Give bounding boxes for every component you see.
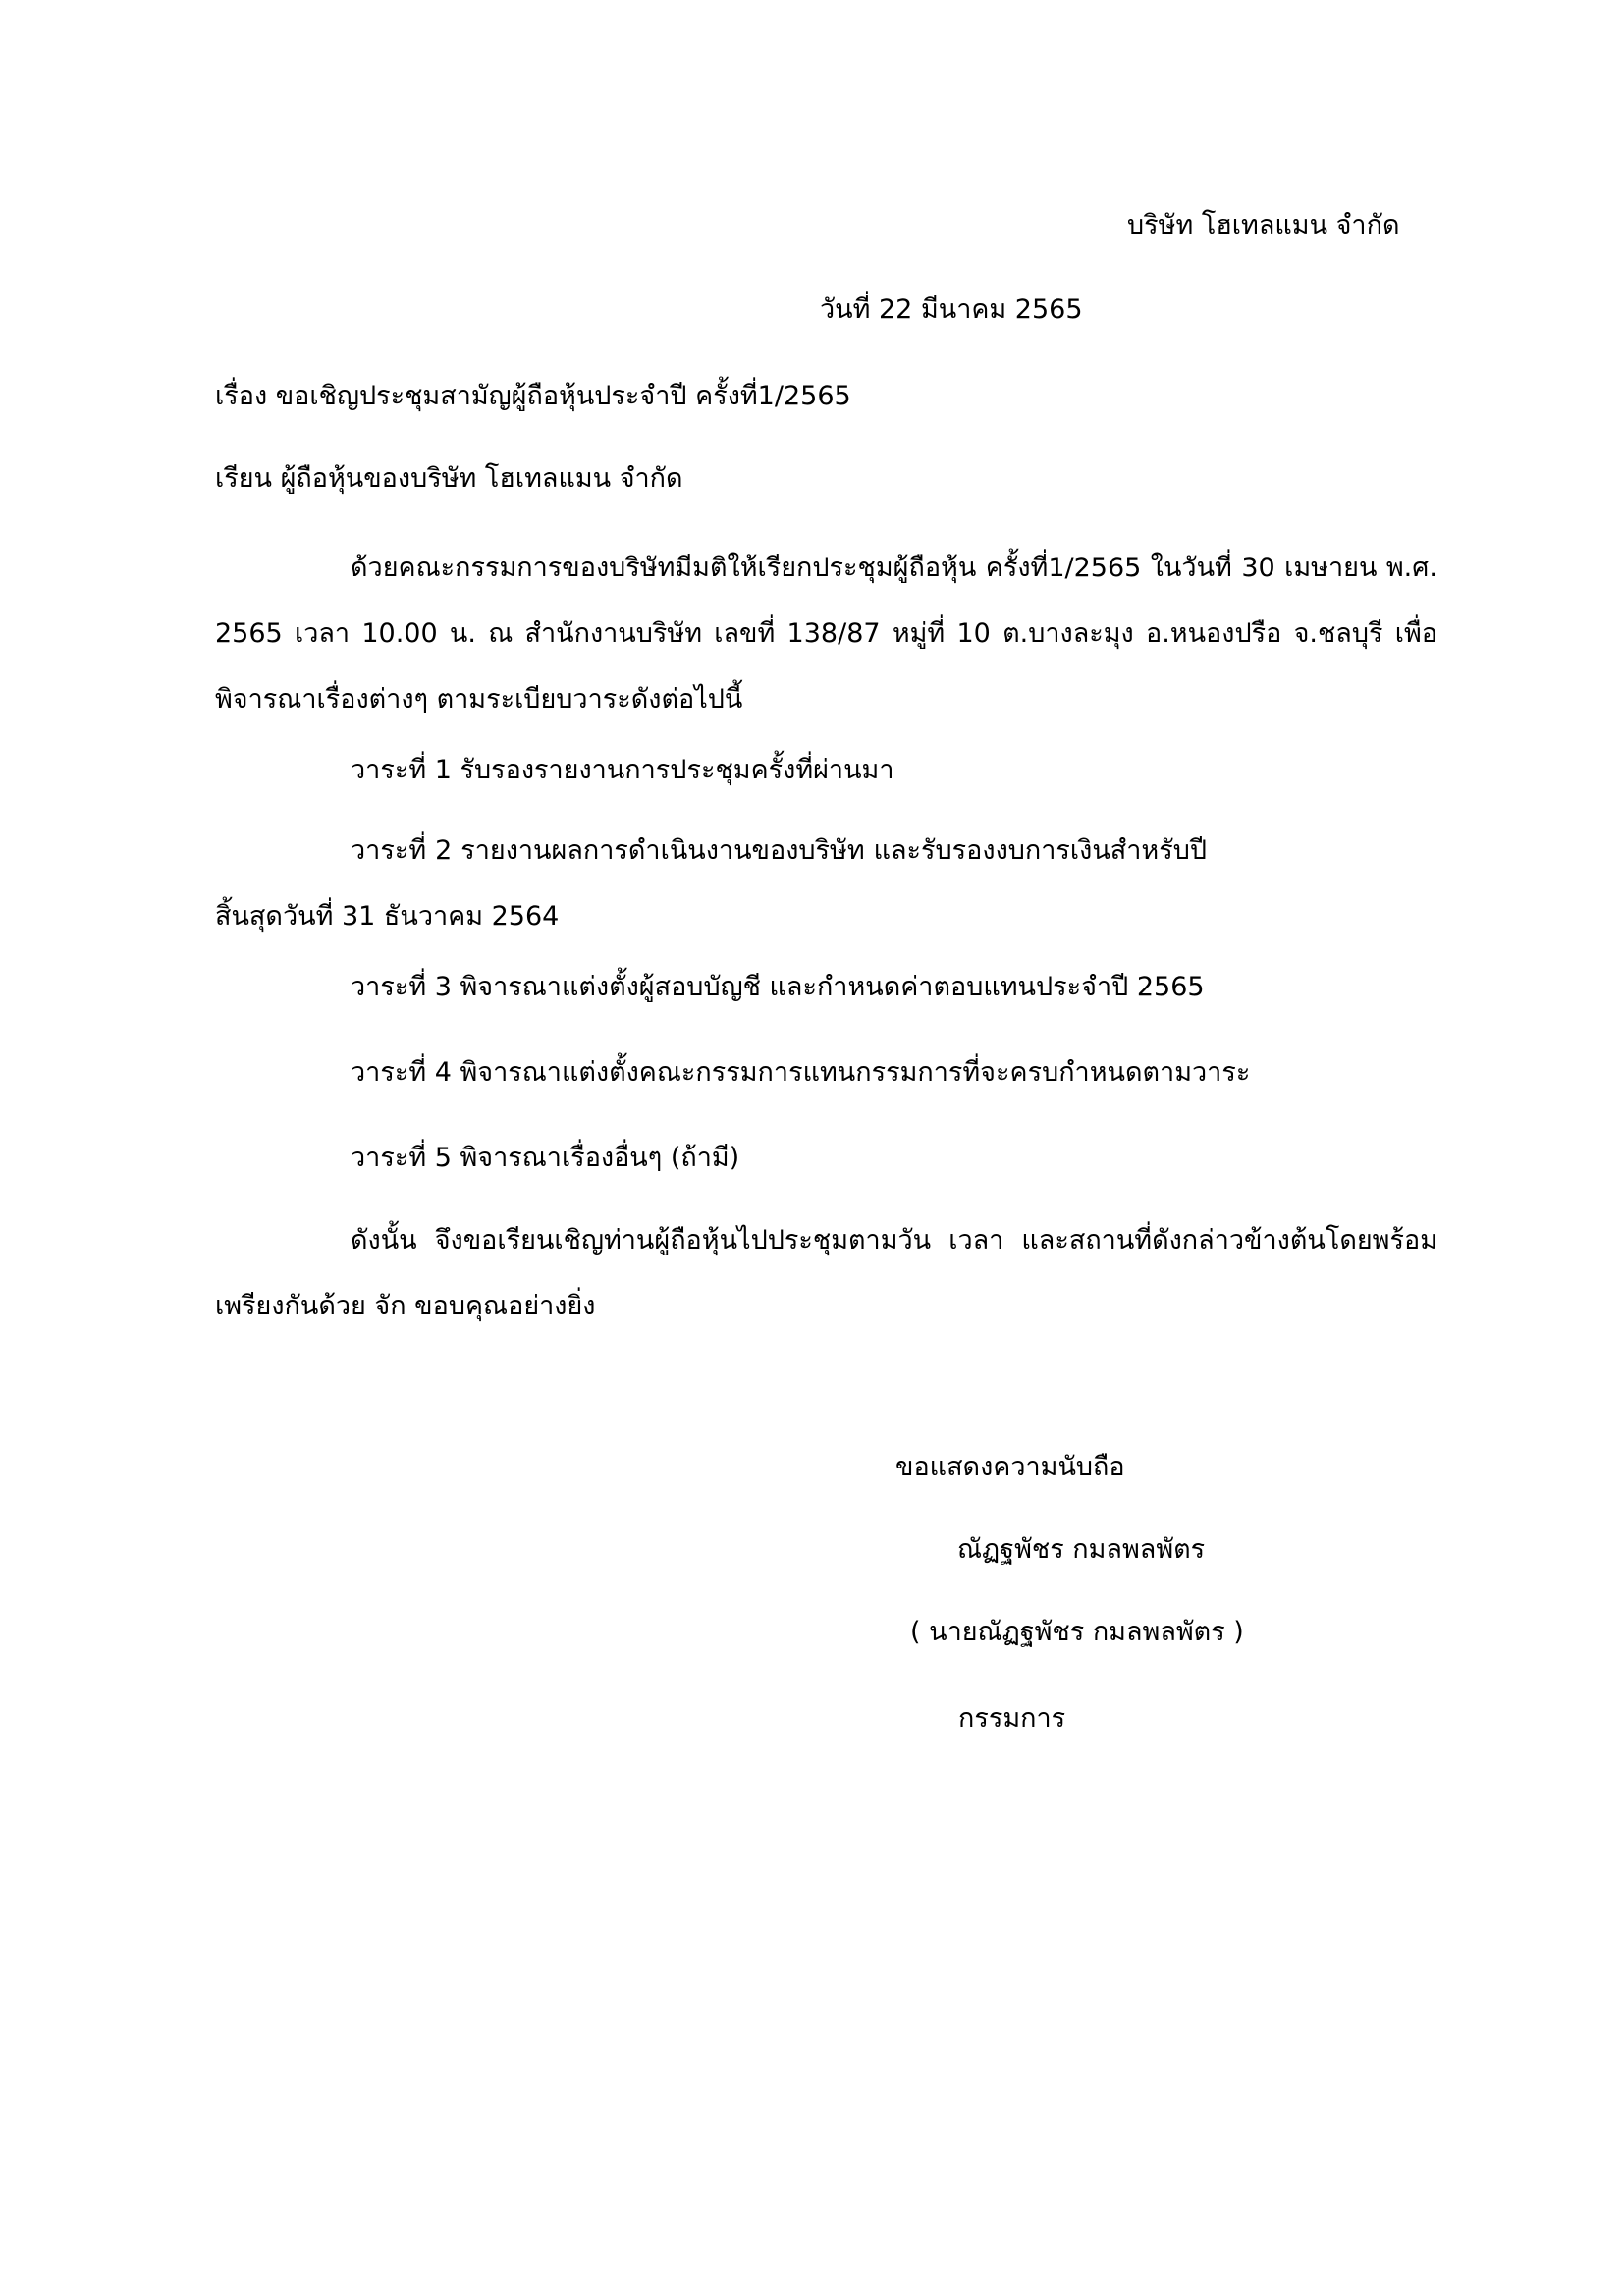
signature-position: กรรมการ: [958, 1703, 1066, 1734]
letter-date: วันที่ 22 มีนาคม 2565: [820, 294, 1083, 325]
agenda-item: วาระที่ 5 พิจารณาเรื่องอื่นๆ (ถ้ามี): [351, 1143, 740, 1173]
letter-subject: เรื่อง ขอเชิญประชุมสามัญผู้ถือหุ้นประจำปี ครั้งที่1/2565: [215, 381, 851, 411]
agenda-item: วาระที่ 3 พิจารณาแต่งตั้งผู้สอบบัญชี และกำหนดค่าตอบแทนประจำปี 2565: [351, 972, 1205, 1002]
intro-paragraph: ด้วยคณะกรรมการของบริษัทมีมติให้เรียกประชุมผู้ถือหุ้น ครั้งที่1/2565 ในวันที่ 30 เมษายน พ.ศ. 2565 เวลา 10.00 น. ณ สำนักงานบริษัท เลขที่ 138/87 หมู่ที่ 10 ต.บางละมุง อ.หนองปรือ จ.ชลบุรี เพื่อพิจารณาเรื่องต่างๆ ตามระเบียบวาระดังต่อไปนี้: [215, 553, 1437, 715]
signature-full-name: ( นายณัฏฐพัชร กมลพลพัตร ): [910, 1617, 1244, 1647]
agenda-item: วาระที่ 1 รับรองรายงานการประชุมครั้งที่ผ่านมา: [351, 755, 894, 785]
agenda-item: วาระที่ 2 รายงานผลการดำเนินงานของบริษัท และรับรองงบการเงินสำหรับปี สิ้นสุดวันที่ 31 ธันวาคม 2564: [215, 835, 1207, 932]
company-name: บริษัท โฮเทลแมน จำกัด: [1127, 210, 1400, 240]
closing-paragraph: ดังนั้น จึงขอเรียนเชิญท่านผู้ถือหุ้นไปประชุมตามวัน เวลา และสถานที่ดังกล่าวข้างต้นโดยพร้อมเพรียงกันด้วย จัก ขอบคุณอย่างยิ่ง: [215, 1225, 1437, 1321]
agenda-item: วาระที่ 4 พิจารณาแต่งตั้งคณะกรรมการแทนกรรมการที่จะครบกำหนดตามวาระ: [351, 1057, 1251, 1088]
signature-name: ณัฏฐพัชร กมลพลพัตร: [957, 1534, 1206, 1565]
letter-recipient: เรียน ผู้ถือหุ้นของบริษัท โฮเทลแมน จำกัด: [215, 463, 683, 494]
signature-regards: ขอแสดงความนับถือ: [895, 1452, 1125, 1482]
